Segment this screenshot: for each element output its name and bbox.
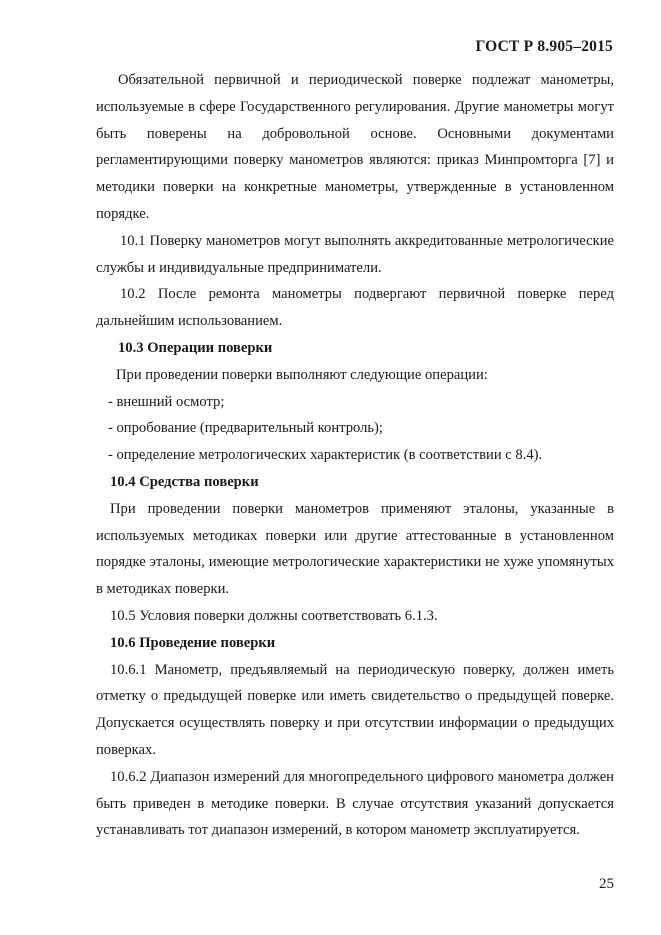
paragraph-10-4: При проведении поверки манометров применяют эталоны, указанные в используемых методиках поверки или другие аттестованные в установленном порядке эталоны, имеющие метрологические характеристики не хуже упомянутых в методиках поверки. — [96, 500, 614, 598]
section-heading-10-4: 10.4 Средства поверки — [110, 473, 259, 490]
section-heading-10-6: 10.6 Проведение поверки — [110, 634, 276, 651]
paragraph-10-6-2: 10.6.2 Диапазон измерений для многопредельного цифрового манометра должен быть приведен в методике поверки. В случае отсутствия указаний допускается устанавливать тот диапазон измерений, в котором манометр эксплуатируется. — [96, 768, 614, 839]
paragraph-10-1: 10.1 Поверку манометров могут выполнять аккредитованные метрологические службы и индивидуальные предприниматели. — [96, 232, 614, 276]
list-item: - внешний осмотр; — [108, 393, 225, 410]
section-heading-10-3: 10.3 Операции поверки — [118, 339, 273, 356]
paragraph-10-2: 10.2 После ремонта манометры подвергают первичной поверке перед дальнейшим использованием. — [96, 286, 614, 330]
list-item: - определение метрологических характеристик (в соответствии с 8.4). — [108, 447, 543, 464]
page-number: 25 — [599, 876, 614, 892]
list-item: - опробование (предварительный контроль); — [108, 420, 383, 437]
paragraph-intro: Обязательной первичной и периодической поверке подлежат манометры, используемые в сфере Государственного регулирования. Другие манометры могут быть поверены на добровольной основе. Основными документами регламентирующими поверку манометров являются: приказ Минпромторга [7] и методики поверки на конкретные манометры, утвержденные в установленном порядке. — [96, 72, 614, 222]
paragraph-10-3: При проведении поверки выполняют следующие операции: — [116, 366, 488, 383]
document-body — [96, 67, 614, 844]
paragraph-10-6-1: 10.6.1 Манометр, предъявляемый на периодическую поверку, должен иметь отметку о предыдущей поверке или иметь свидетельство о предыдущей поверке. Допускается осуществлять поверку и при отсутствии информации о предыдущих поверках. — [96, 661, 614, 758]
document-header: ГОСТ Р 8.905–2015 — [475, 38, 613, 55]
paragraph-10-5: 10.5 Условия поверки должны соответствовать 6.1.3. — [110, 607, 438, 624]
